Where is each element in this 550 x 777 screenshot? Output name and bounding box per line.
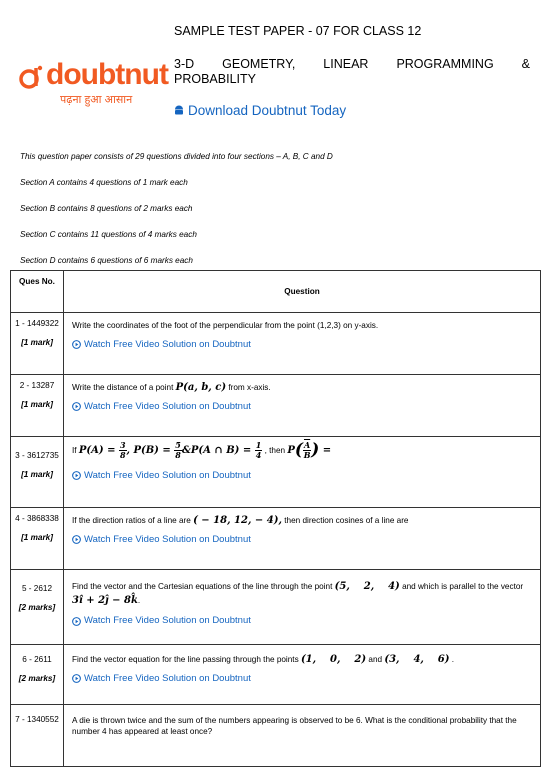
question-number: 2 - 13287 (19, 381, 55, 390)
question-text: Write the coordinates of the foot of the perpendicular from the point (1,2,3) on y-axis. (72, 321, 379, 330)
question-marks: [2 marks] (18, 674, 56, 683)
page-title: SAMPLE TEST PAPER - 07 FOR CLASS 12 (174, 24, 422, 38)
question-number-cell (11, 570, 64, 645)
question-number-cell (11, 313, 64, 375)
question-number-cell (11, 375, 64, 437)
question-cell (64, 705, 541, 767)
download-label: Download Doubtnut Today (188, 103, 347, 118)
download-link[interactable] (174, 103, 530, 118)
table-row (11, 313, 541, 375)
subtitle-line-2: PROBABILITY (174, 72, 256, 86)
question-text-mid: and (368, 655, 383, 664)
info-line: Section D contains 6 questions of 6 marks each (20, 256, 193, 265)
question-marks: [1 mark] (21, 533, 53, 542)
question-cell (64, 437, 541, 508)
table-row (11, 508, 541, 570)
question-marks: [1 mark] (21, 470, 53, 479)
table-row (11, 570, 541, 645)
question-cell (64, 645, 541, 705)
table-row (11, 375, 541, 437)
question-text-post: from x-axis. (228, 383, 271, 392)
question-number: 4 - 3868338 (15, 514, 59, 523)
question-text-post: . (137, 596, 141, 605)
table-row (11, 705, 541, 767)
page-header (0, 0, 550, 140)
question-marks: [1 mark] (21, 338, 53, 347)
play-icon (72, 340, 81, 349)
table-header-row (11, 271, 541, 313)
watch-video-link[interactable] (72, 614, 534, 628)
watch-label: Watch Free Video Solution on Doubtnut (84, 615, 251, 626)
subtitle-line-1: 3-D GEOMETRY, LINEAR PROGRAMMING & (174, 57, 530, 71)
play-icon (72, 674, 81, 683)
question-cell (64, 313, 541, 375)
info-line: Section A contains 4 questions of 1 mark each (20, 178, 188, 187)
question-number: 6 - 2611 (22, 655, 52, 664)
col-header-question: Question (64, 271, 541, 313)
math-expression: P(a, b, c) (175, 382, 227, 393)
question-number: 5 - 2612 (21, 584, 53, 593)
play-icon (72, 535, 81, 544)
watch-label: Watch Free Video Solution on Doubtnut (84, 470, 251, 481)
logo-tagline: पढ़ना हुआ आसान (60, 94, 133, 106)
math-expression: (5, 2, 4) (334, 581, 400, 592)
question-number: 1 - 1449322 (15, 319, 59, 328)
question-text-post: then direction cosines of a line are (284, 516, 409, 525)
math-expression: (1, 0, 2) (300, 654, 367, 665)
info-line: Section C contains 11 questions of 4 marks each (20, 230, 197, 239)
question-cell (64, 375, 541, 437)
question-text: A die is thrown twice and the sum of the numbers appearing is observed to be 6. What is the conditional probability that the number 4 has appeared at least once? (72, 716, 517, 736)
watch-video-link[interactable] (72, 339, 534, 350)
question-number-cell (11, 508, 64, 570)
question-text-pre: Write the distance of a point (72, 383, 174, 392)
math-expression: (3, 4, 6) (384, 654, 450, 665)
question-text-mid: and which is parallel to the vector (402, 582, 524, 591)
title-block (174, 24, 530, 118)
watch-video-link[interactable] (72, 673, 534, 684)
question-cell (64, 508, 541, 570)
math-expression: 3î + 2ĵ − 8k̂ (72, 595, 138, 606)
math-expression: ( − 18, 12, − 4), (193, 515, 282, 526)
watch-video-link[interactable] (72, 470, 534, 481)
info-line: Section B contains 8 questions of 2 marks each (20, 204, 193, 213)
watch-label: Watch Free Video Solution on Doubtnut (84, 534, 251, 545)
col-header-ques-no: Ques No. (11, 271, 64, 313)
android-icon (174, 105, 184, 116)
question-marks: [1 mark] (21, 400, 53, 409)
math-expression: P(A) = $\frac{3}{8}$ , P(B) = $\frac{5}{8}$ &P(A ∩ B) = $\frac{1}{4}$ (78, 440, 262, 460)
question-number: 7 - 1340552 (15, 715, 59, 724)
play-icon (72, 617, 81, 626)
question-number-cell (11, 705, 64, 767)
question-text-pre: If (72, 446, 77, 455)
logo-mark-icon (18, 64, 44, 90)
table-row (11, 645, 541, 705)
info-line: This question paper consists of 29 questions divided into four sections – A, B, C and D (20, 152, 333, 161)
question-number-cell (11, 645, 64, 705)
math-expression: P( $\frac{\overline{A}}{B}$ ) = (287, 440, 332, 460)
question-text-post: . (451, 655, 455, 664)
question-text-pre: Find the vector and the Cartesian equations of the line through the point (72, 582, 333, 591)
doubtnut-logo[interactable] (18, 58, 168, 106)
question-text-post: , then (264, 446, 286, 455)
question-marks: [2 marks] (18, 603, 56, 612)
question-cell (64, 570, 541, 645)
play-icon (72, 471, 81, 480)
watch-video-link[interactable] (72, 534, 534, 545)
watch-label: Watch Free Video Solution on Doubtnut (84, 673, 251, 684)
watch-label: Watch Free Video Solution on Doubtnut (84, 339, 251, 350)
watch-video-link[interactable] (72, 401, 534, 412)
watch-label: Watch Free Video Solution on Doubtnut (84, 401, 251, 412)
logo-wordmark: doubtnut (46, 58, 168, 91)
table-row (11, 437, 541, 508)
question-number-cell (11, 437, 64, 508)
play-icon (72, 402, 81, 411)
question-text-pre: If the direction ratios of a line are (72, 516, 191, 525)
question-text-pre: Find the vector equation for the line passing through the points (72, 655, 299, 664)
question-number: 3 - 3612735 (15, 451, 59, 460)
question-table (10, 270, 541, 767)
